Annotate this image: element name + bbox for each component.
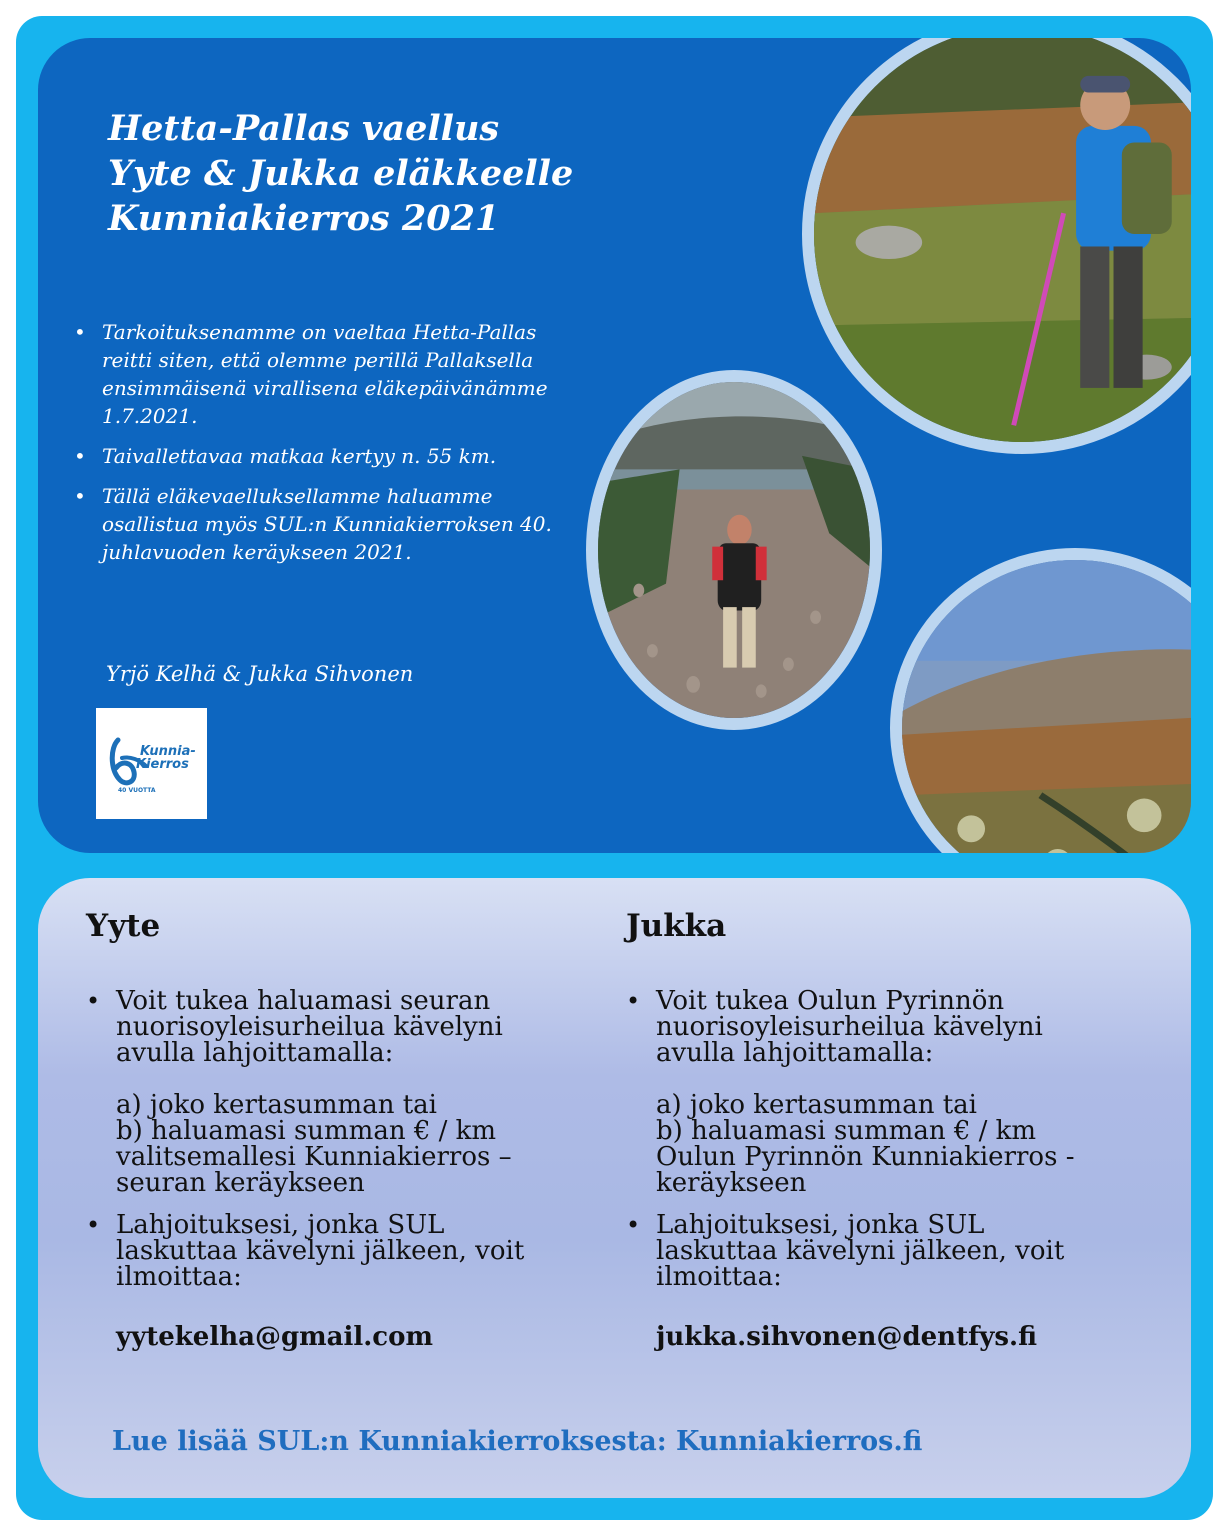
jukka-heading: Jukka bbox=[626, 908, 727, 944]
jukka-column bbox=[626, 908, 1126, 1352]
jukka-notify-item bbox=[626, 1212, 1126, 1290]
top-panel bbox=[38, 38, 1191, 853]
yyte-support-text: • Voit tukea haluamasi seuran nuorisoyleisurheilua kävelyni avulla lahjoittamalla: bbox=[116, 986, 503, 1068]
logo-subtext: 40 VUOTTA bbox=[118, 787, 156, 794]
yyte-support-item bbox=[86, 988, 586, 1212]
intro-list bbox=[70, 318, 590, 578]
yyte-column bbox=[86, 908, 586, 1352]
jukka-email-link[interactable]: jukka.sihvonen@dentfys.fi bbox=[656, 1322, 1037, 1352]
jukka-list bbox=[626, 988, 1126, 1290]
yyte-notify-item bbox=[86, 1212, 586, 1290]
hiker-blue-jacket-photo bbox=[802, 38, 1191, 454]
intro-item: • Taivallettavaa matkaa kertyy n. 55 km. bbox=[70, 442, 590, 470]
title-line-2: Yyte & Jukka eläkkeelle bbox=[108, 153, 574, 194]
autumn-fell-landscape-image bbox=[902, 560, 1191, 853]
yyte-email-link[interactable]: yytekelha@gmail.com bbox=[116, 1322, 433, 1352]
jukka-support-text: • Voit tukea Oulun Pyrinnön nuorisoyleisurheilua kävelyni avulla lahjoittamalla: bbox=[656, 986, 1043, 1068]
yyte-notify-text: • Lahjoituksesi, jonka SUL laskuttaa kävelyni jälkeen, voit ilmoittaa: bbox=[116, 1210, 525, 1292]
signature: Yrjö Kelhä & Jukka Sihvonen bbox=[106, 662, 414, 686]
yyte-heading: Yyte bbox=[86, 908, 161, 944]
jukka-support-item bbox=[626, 988, 1126, 1212]
yyte-donation-options: a) joko kertasumman tai b) haluamasi summan € / km valitsemallesi Kunniakierros – seuran keräykseen bbox=[116, 1090, 512, 1198]
logo-text-line2: Kierros bbox=[136, 757, 189, 772]
kunniakierros-logo bbox=[96, 708, 207, 819]
kunniakierros-website-link[interactable]: Lue lisää SUL:n Kunniakierroksesta: Kunniakierros.fi bbox=[112, 1426, 923, 1457]
hiker-blue-jacket-image bbox=[814, 38, 1191, 442]
title-line-3: Kunniakierros 2021 bbox=[108, 198, 500, 239]
autumn-fell-landscape-photo bbox=[890, 548, 1191, 853]
logo-text-line1: Kunnia- bbox=[140, 744, 196, 759]
jukka-donation-options: a) joko kertasumman tai b) haluamasi summan € / km Oulun Pyrinnön Kunniakierros - keräykseen bbox=[656, 1090, 1075, 1198]
hiker-rocky-slope-image bbox=[598, 382, 870, 718]
title-line-1: Hetta-Pallas vaellus bbox=[108, 108, 500, 149]
intro-item: • Tällä eläkevaelluksellamme haluamme osallistua myös SUL:n Kunniakierroksen 40. juhlavuoden keräykseen 2021. bbox=[70, 482, 590, 566]
kunniakierros-logo-graphic bbox=[96, 708, 207, 819]
intro-item: • Tarkoituksenamme on vaeltaa Hetta-Pallas reitti siten, että olemme perillä Pallaksella ensimmäisenä virallisena eläkepäivänämme 1.7.2021. bbox=[70, 318, 590, 430]
poster-title bbox=[108, 106, 573, 241]
donation-panel bbox=[38, 878, 1191, 1498]
hiker-rocky-slope-photo bbox=[586, 370, 882, 730]
jukka-notify-text: • Lahjoituksesi, jonka SUL laskuttaa kävelyni jälkeen, voit ilmoittaa: bbox=[656, 1210, 1065, 1292]
yyte-list bbox=[86, 988, 586, 1290]
